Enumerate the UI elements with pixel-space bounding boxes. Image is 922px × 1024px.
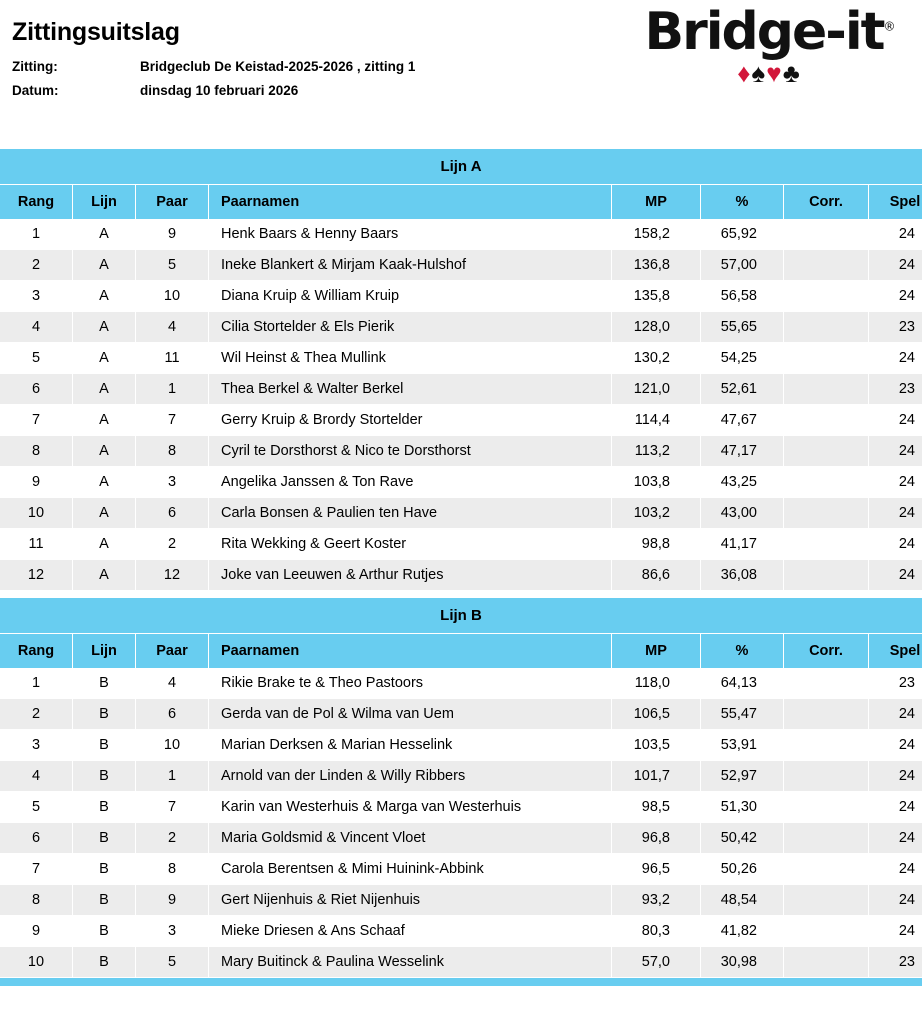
- club-icon: ♣: [782, 58, 801, 88]
- cell-corr: [784, 529, 869, 560]
- cell-spel: 24: [869, 823, 922, 854]
- cell-spel: 24: [869, 436, 922, 467]
- cell-lijn: A: [73, 312, 136, 343]
- cell-lijn: B: [73, 947, 136, 978]
- cell-lijn: A: [73, 250, 136, 281]
- cell-mp: 98,5: [612, 792, 701, 823]
- cell-mp: 103,5: [612, 730, 701, 761]
- cell-paarnamen: Karin van Westerhuis & Marga van Westerhuis: [209, 792, 612, 823]
- cell-percentage: 55,47: [701, 699, 784, 730]
- spade-icon: ♠: [751, 58, 767, 88]
- cell-spel: 24: [869, 498, 922, 529]
- cell-percentage: 47,17: [701, 436, 784, 467]
- cell-rang: 4: [0, 761, 73, 792]
- table-header-row: [0, 185, 922, 220]
- cell-percentage: 50,42: [701, 823, 784, 854]
- cell-spel: 24: [869, 792, 922, 823]
- cell-mp: 98,8: [612, 529, 701, 560]
- cell-mp: 57,0: [612, 947, 701, 978]
- cell-rang: 2: [0, 699, 73, 730]
- cell-paarnamen: Thea Berkel & Walter Berkel: [209, 374, 612, 405]
- cell-lijn: A: [73, 529, 136, 560]
- cell-spel: 24: [869, 405, 922, 436]
- cell-paarnamen: Carla Bonsen & Paulien ten Have: [209, 498, 612, 529]
- cell-paarnamen: Marian Derksen & Marian Hesselink: [209, 730, 612, 761]
- cell-paar: 1: [136, 374, 209, 405]
- cell-percentage: 50,26: [701, 854, 784, 885]
- results-table-lijn-b: [0, 633, 922, 978]
- cell-spel: 24: [869, 854, 922, 885]
- cell-paarnamen: Cyril te Dorsthorst & Nico te Dorsthorst: [209, 436, 612, 467]
- cell-spel: 24: [869, 467, 922, 498]
- document-header: [0, 0, 922, 142]
- cell-corr: [784, 219, 869, 250]
- cell-lijn: A: [73, 343, 136, 374]
- cell-rang: 1: [0, 668, 73, 699]
- cell-corr: [784, 699, 869, 730]
- cell-percentage: 41,82: [701, 916, 784, 947]
- cell-mp: 118,0: [612, 668, 701, 699]
- cell-rang: 3: [0, 281, 73, 312]
- table-row: [0, 947, 922, 978]
- col-header-corr: Corr.: [784, 185, 869, 220]
- cell-spel: 24: [869, 250, 922, 281]
- cell-mp: 80,3: [612, 916, 701, 947]
- cell-mp: 96,8: [612, 823, 701, 854]
- cell-rang: 10: [0, 498, 73, 529]
- cell-corr: [784, 436, 869, 467]
- col-header-paarnamen: Paarnamen: [209, 634, 612, 669]
- section-lijn-a: [0, 148, 922, 591]
- table-row: [0, 343, 922, 374]
- cell-mp: 130,2: [612, 343, 701, 374]
- cell-lijn: B: [73, 668, 136, 699]
- cell-paar: 2: [136, 529, 209, 560]
- cell-rang: 1: [0, 219, 73, 250]
- cell-paarnamen: Gerry Kruip & Brordy Stortelder: [209, 405, 612, 436]
- table-body-lijn-a: [0, 219, 922, 591]
- meta-value-zitting: Bridgeclub De Keistad-2025-2026 , zitting 1: [140, 59, 416, 74]
- cell-rang: 8: [0, 885, 73, 916]
- cell-spel: 24: [869, 219, 922, 250]
- cell-rang: 5: [0, 792, 73, 823]
- cell-percentage: 64,13: [701, 668, 784, 699]
- registered-mark-icon: ®: [883, 19, 894, 34]
- cell-paar: 5: [136, 250, 209, 281]
- table-row: [0, 529, 922, 560]
- table-row: [0, 699, 922, 730]
- cell-paarnamen: Cilia Stortelder & Els Pierik: [209, 312, 612, 343]
- cell-percentage: 57,00: [701, 250, 784, 281]
- cell-mp: 136,8: [612, 250, 701, 281]
- cell-spel: 24: [869, 343, 922, 374]
- cell-paarnamen: Maria Goldsmid & Vincent Vloet: [209, 823, 612, 854]
- cell-paar: 11: [136, 343, 209, 374]
- footer-band: [0, 978, 922, 986]
- cell-mp: 101,7: [612, 761, 701, 792]
- cell-paar: 9: [136, 219, 209, 250]
- meta-value-datum: dinsdag 10 februari 2026: [140, 83, 299, 98]
- cell-lijn: B: [73, 823, 136, 854]
- cell-mp: 86,6: [612, 560, 701, 591]
- cell-percentage: 52,97: [701, 761, 784, 792]
- table-row: [0, 885, 922, 916]
- cell-rang: 7: [0, 854, 73, 885]
- cell-rang: 6: [0, 823, 73, 854]
- cell-lijn: B: [73, 854, 136, 885]
- col-header-mp: MP: [612, 634, 701, 669]
- table-row: [0, 405, 922, 436]
- cell-paar: 5: [136, 947, 209, 978]
- cell-paarnamen: Arnold van der Linden & Willy Ribbers: [209, 761, 612, 792]
- cell-rang: 11: [0, 529, 73, 560]
- cell-spel: 24: [869, 885, 922, 916]
- cell-mp: 128,0: [612, 312, 701, 343]
- cell-spel: 23: [869, 947, 922, 978]
- cell-paar: 12: [136, 560, 209, 591]
- cell-paar: 6: [136, 498, 209, 529]
- cell-corr: [784, 281, 869, 312]
- cell-paar: 10: [136, 281, 209, 312]
- cell-percentage: 65,92: [701, 219, 784, 250]
- col-header-rang: Rang: [0, 185, 73, 220]
- cell-lijn: A: [73, 405, 136, 436]
- cell-rang: 2: [0, 250, 73, 281]
- cell-corr: [784, 854, 869, 885]
- cell-rang: 7: [0, 405, 73, 436]
- table-row: [0, 436, 922, 467]
- col-header-spel: Spel: [869, 185, 922, 220]
- cell-spel: 24: [869, 281, 922, 312]
- col-header-percentage: %: [701, 185, 784, 220]
- cell-lijn: A: [73, 436, 136, 467]
- cell-corr: [784, 668, 869, 699]
- table-row: [0, 916, 922, 947]
- cell-paarnamen: Ineke Blankert & Mirjam Kaak-Hulshof: [209, 250, 612, 281]
- table-row: [0, 560, 922, 591]
- page-title: Zittingsuitslag: [12, 18, 180, 46]
- cell-mp: 103,8: [612, 467, 701, 498]
- cell-corr: [784, 730, 869, 761]
- cell-spel: 23: [869, 668, 922, 699]
- cell-paar: 10: [136, 730, 209, 761]
- cell-lijn: B: [73, 916, 136, 947]
- cell-corr: [784, 916, 869, 947]
- cell-paarnamen: Mary Buitinck & Paulina Wesselink: [209, 947, 612, 978]
- col-header-corr: Corr.: [784, 634, 869, 669]
- cell-paarnamen: Carola Berentsen & Mimi Huinink-Abbink: [209, 854, 612, 885]
- section-title-lijn-a: Lijn A: [0, 148, 922, 184]
- cell-lijn: B: [73, 730, 136, 761]
- cell-percentage: 43,25: [701, 467, 784, 498]
- table-row: [0, 250, 922, 281]
- col-header-paar: Paar: [136, 634, 209, 669]
- cell-paar: 2: [136, 823, 209, 854]
- cell-corr: [784, 374, 869, 405]
- col-header-percentage: %: [701, 634, 784, 669]
- cell-spel: 24: [869, 699, 922, 730]
- logo-wordmark: [624, 2, 914, 62]
- cell-mp: 103,2: [612, 498, 701, 529]
- cell-spel: 23: [869, 374, 922, 405]
- table-row: [0, 761, 922, 792]
- cell-percentage: 47,67: [701, 405, 784, 436]
- table-row: [0, 219, 922, 250]
- heart-icon: ♥: [766, 58, 783, 88]
- cell-rang: 10: [0, 947, 73, 978]
- cell-mp: 96,5: [612, 854, 701, 885]
- cell-rang: 5: [0, 343, 73, 374]
- cell-paar: 3: [136, 916, 209, 947]
- cell-rang: 3: [0, 730, 73, 761]
- cell-paar: 9: [136, 885, 209, 916]
- cell-paarnamen: Rikie Brake te & Theo Pastoors: [209, 668, 612, 699]
- meta-label-zitting: Zitting:: [12, 59, 58, 74]
- col-header-lijn: Lijn: [73, 185, 136, 220]
- table-body-lijn-b: [0, 668, 922, 978]
- cell-mp: 158,2: [612, 219, 701, 250]
- cell-paarnamen: Gerda van de Pol & Wilma van Uem: [209, 699, 612, 730]
- cell-paarnamen: Angelika Janssen & Ton Rave: [209, 467, 612, 498]
- cell-lijn: B: [73, 885, 136, 916]
- cell-corr: [784, 560, 869, 591]
- cell-rang: 4: [0, 312, 73, 343]
- cell-lijn: A: [73, 560, 136, 591]
- section-lijn-b: [0, 597, 922, 978]
- bridge-it-logo: [624, 2, 914, 88]
- logo-text: Bridge-it: [644, 2, 884, 62]
- cell-corr: [784, 343, 869, 374]
- cell-paarnamen: Mieke Driesen & Ans Schaaf: [209, 916, 612, 947]
- cell-rang: 6: [0, 374, 73, 405]
- diamond-icon: ♦: [737, 58, 752, 88]
- cell-percentage: 30,98: [701, 947, 784, 978]
- table-row: [0, 374, 922, 405]
- cell-lijn: A: [73, 219, 136, 250]
- cell-percentage: 52,61: [701, 374, 784, 405]
- cell-percentage: 43,00: [701, 498, 784, 529]
- cell-corr: [784, 250, 869, 281]
- cell-lijn: B: [73, 792, 136, 823]
- table-header-row: [0, 634, 922, 669]
- cell-lijn: A: [73, 281, 136, 312]
- cell-spel: 24: [869, 529, 922, 560]
- cell-percentage: 36,08: [701, 560, 784, 591]
- table-row: [0, 668, 922, 699]
- cell-percentage: 48,54: [701, 885, 784, 916]
- cell-corr: [784, 405, 869, 436]
- cell-rang: 12: [0, 560, 73, 591]
- cell-lijn: A: [73, 374, 136, 405]
- cell-spel: 24: [869, 761, 922, 792]
- cell-spel: 24: [869, 916, 922, 947]
- cell-mp: 135,8: [612, 281, 701, 312]
- col-header-rang: Rang: [0, 634, 73, 669]
- cell-mp: 121,0: [612, 374, 701, 405]
- cell-corr: [784, 467, 869, 498]
- col-header-mp: MP: [612, 185, 701, 220]
- cell-spel: 24: [869, 730, 922, 761]
- cell-paar: 3: [136, 467, 209, 498]
- section-title-lijn-b: Lijn B: [0, 597, 922, 633]
- cell-corr: [784, 792, 869, 823]
- cell-lijn: B: [73, 699, 136, 730]
- cell-mp: 113,2: [612, 436, 701, 467]
- table-row: [0, 854, 922, 885]
- cell-rang: 9: [0, 916, 73, 947]
- cell-paarnamen: Wil Heinst & Thea Mullink: [209, 343, 612, 374]
- meta-label-datum: Datum:: [12, 83, 59, 98]
- table-row: [0, 312, 922, 343]
- cell-paar: 7: [136, 792, 209, 823]
- table-row: [0, 823, 922, 854]
- cell-corr: [784, 823, 869, 854]
- cell-mp: 93,2: [612, 885, 701, 916]
- cell-mp: 114,4: [612, 405, 701, 436]
- cell-percentage: 56,58: [701, 281, 784, 312]
- card-suits-row: [624, 60, 914, 86]
- cell-paar: 8: [136, 436, 209, 467]
- cell-percentage: 53,91: [701, 730, 784, 761]
- cell-rang: 8: [0, 436, 73, 467]
- cell-spel: 23: [869, 312, 922, 343]
- table-row: [0, 467, 922, 498]
- cell-corr: [784, 312, 869, 343]
- cell-paar: 6: [136, 699, 209, 730]
- cell-spel: 24: [869, 560, 922, 591]
- cell-lijn: B: [73, 761, 136, 792]
- table-row: [0, 792, 922, 823]
- cell-paar: 1: [136, 761, 209, 792]
- cell-paarnamen: Joke van Leeuwen & Arthur Rutjes: [209, 560, 612, 591]
- cell-paarnamen: Diana Kruip & William Kruip: [209, 281, 612, 312]
- cell-percentage: 55,65: [701, 312, 784, 343]
- cell-percentage: 41,17: [701, 529, 784, 560]
- cell-percentage: 51,30: [701, 792, 784, 823]
- table-row: [0, 281, 922, 312]
- cell-corr: [784, 947, 869, 978]
- col-header-paar: Paar: [136, 185, 209, 220]
- cell-lijn: A: [73, 467, 136, 498]
- cell-corr: [784, 885, 869, 916]
- col-header-spel: Spel: [869, 634, 922, 669]
- cell-lijn: A: [73, 498, 136, 529]
- cell-corr: [784, 498, 869, 529]
- cell-corr: [784, 761, 869, 792]
- results-table-lijn-a: [0, 184, 922, 591]
- cell-rang: 9: [0, 467, 73, 498]
- table-row: [0, 498, 922, 529]
- cell-percentage: 54,25: [701, 343, 784, 374]
- cell-paar: 4: [136, 668, 209, 699]
- cell-mp: 106,5: [612, 699, 701, 730]
- cell-paarnamen: Gert Nijenhuis & Riet Nijenhuis: [209, 885, 612, 916]
- cell-paar: 4: [136, 312, 209, 343]
- cell-paar: 8: [136, 854, 209, 885]
- table-row: [0, 730, 922, 761]
- col-header-paarnamen: Paarnamen: [209, 185, 612, 220]
- cell-paarnamen: Rita Wekking & Geert Koster: [209, 529, 612, 560]
- cell-paar: 7: [136, 405, 209, 436]
- cell-paarnamen: Henk Baars & Henny Baars: [209, 219, 612, 250]
- col-header-lijn: Lijn: [73, 634, 136, 669]
